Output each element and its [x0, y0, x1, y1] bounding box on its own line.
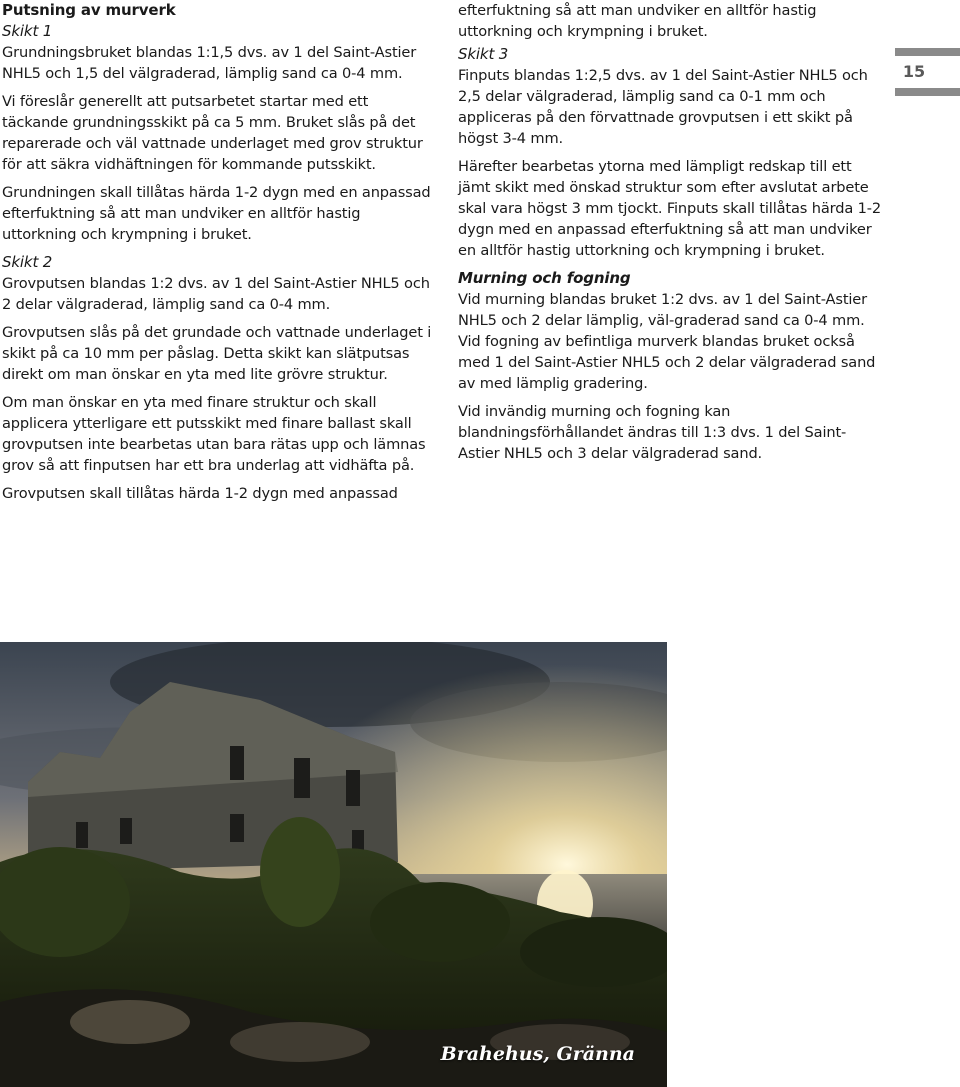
paragraph: Vi föreslår generellt att putsarbetet startar med ett täckande grundningsskikt på ca 5 mm. Bruket slås på det reparerade och väl vattnade underlaget med grov struktur för att säkra vidhäftningen för kommande putsskikt.	[2, 93, 423, 173]
castle-ruin-sunset-image	[0, 642, 667, 1087]
folio-bar-top	[895, 48, 960, 56]
paragraph: Grovputsen slås på det grundade och vattnade underlaget i skikt på ca 10 mm per påslag. Detta skikt kan slätputsas direkt om man önskar en yta med lite grövre struktur.	[2, 324, 432, 383]
folio-bar-bottom	[895, 88, 960, 96]
paragraph-continuation: efterfuktning så att man undviker en alltför hastig uttorkning och krympning i bruket.	[458, 2, 817, 40]
castle-photo	[0, 642, 667, 1087]
paragraph: Vid invändig murning och fogning kan blandningsförhållandet ändras till 1:3 dvs. 1 del Saint-Astier NHL5 och 3 delar välgraderad sand.	[458, 403, 847, 462]
subheading-skikt-3: Skikt 3	[458, 45, 509, 63]
page-number: 15	[902, 62, 926, 81]
section-heading: Putsning av murverk	[2, 1, 176, 19]
right-column	[458, 0, 886, 471]
subheading-skikt-2: Skikt 2	[2, 253, 53, 271]
paragraph: Grundningen skall tillåtas härda 1-2 dygn med en anpassad efterfuktning så att man undviker en alltför hastig uttorkning och krympning i bruket.	[2, 184, 431, 243]
page-number-marker	[895, 48, 960, 96]
paragraph: Härefter bearbetas ytorna med lämpligt redskap till ett jämt skikt med önskad struktur som efter avslutat arbete skal vara högst 3 mm tjockt. Finputs skall tillåtas härda 1-2 dygn med en anpassad efterfuktning så att man undviker en alltför hastig uttorkning och krympning i bruket.	[458, 158, 881, 259]
photo-caption: Brahehus, Gränna	[440, 1043, 635, 1065]
subheading-murning: Murning och fogning	[458, 269, 631, 287]
paragraph: Grovputsen blandas 1:2 dvs. av 1 del Saint-Astier NHL5 och 2 delar välgraderad, lämplig sand ca 0-4 mm.	[2, 275, 430, 313]
paragraph: Finputs blandas 1:2,5 dvs. av 1 del Saint-Astier NHL5 och 2,5 delar välgraderad, lämplig sand ca 0-1 mm och appliceras på den förvattnade grovputsen i ett skikt på högst 3-4 mm.	[458, 67, 868, 147]
paragraph: Grovputsen skall tillåtas härda 1-2 dygn med anpassad	[2, 485, 398, 502]
paragraph: Grundningsbruket blandas 1:1,5 dvs. av 1 del Saint-Astier NHL5 och 1,5 del välgraderad, lämplig sand ca 0-4 mm.	[2, 44, 417, 82]
paragraph: Om man önskar en yta med finare struktur och skall applicera ytterligare ett putsskikt med finare ballast skall grovputsen inte bearbetas utan bara rätas upp och lämnas grov så att finputsen har ett bra underlag att vidhäfta på.	[2, 394, 426, 474]
subheading-skikt-1: Skikt 1	[2, 22, 53, 40]
left-column	[2, 0, 434, 511]
paragraph: Vid murning blandas bruket 1:2 dvs. av 1 del Saint-Astier NHL5 och 2 delar lämplig, väl-graderad sand ca 0-4 mm. Vid fogning av befintliga murverk blandas bruket också med 1 del Saint-Astier NHL5 och 2 delar välgraderad sand av med lämplig gradering.	[458, 291, 876, 392]
